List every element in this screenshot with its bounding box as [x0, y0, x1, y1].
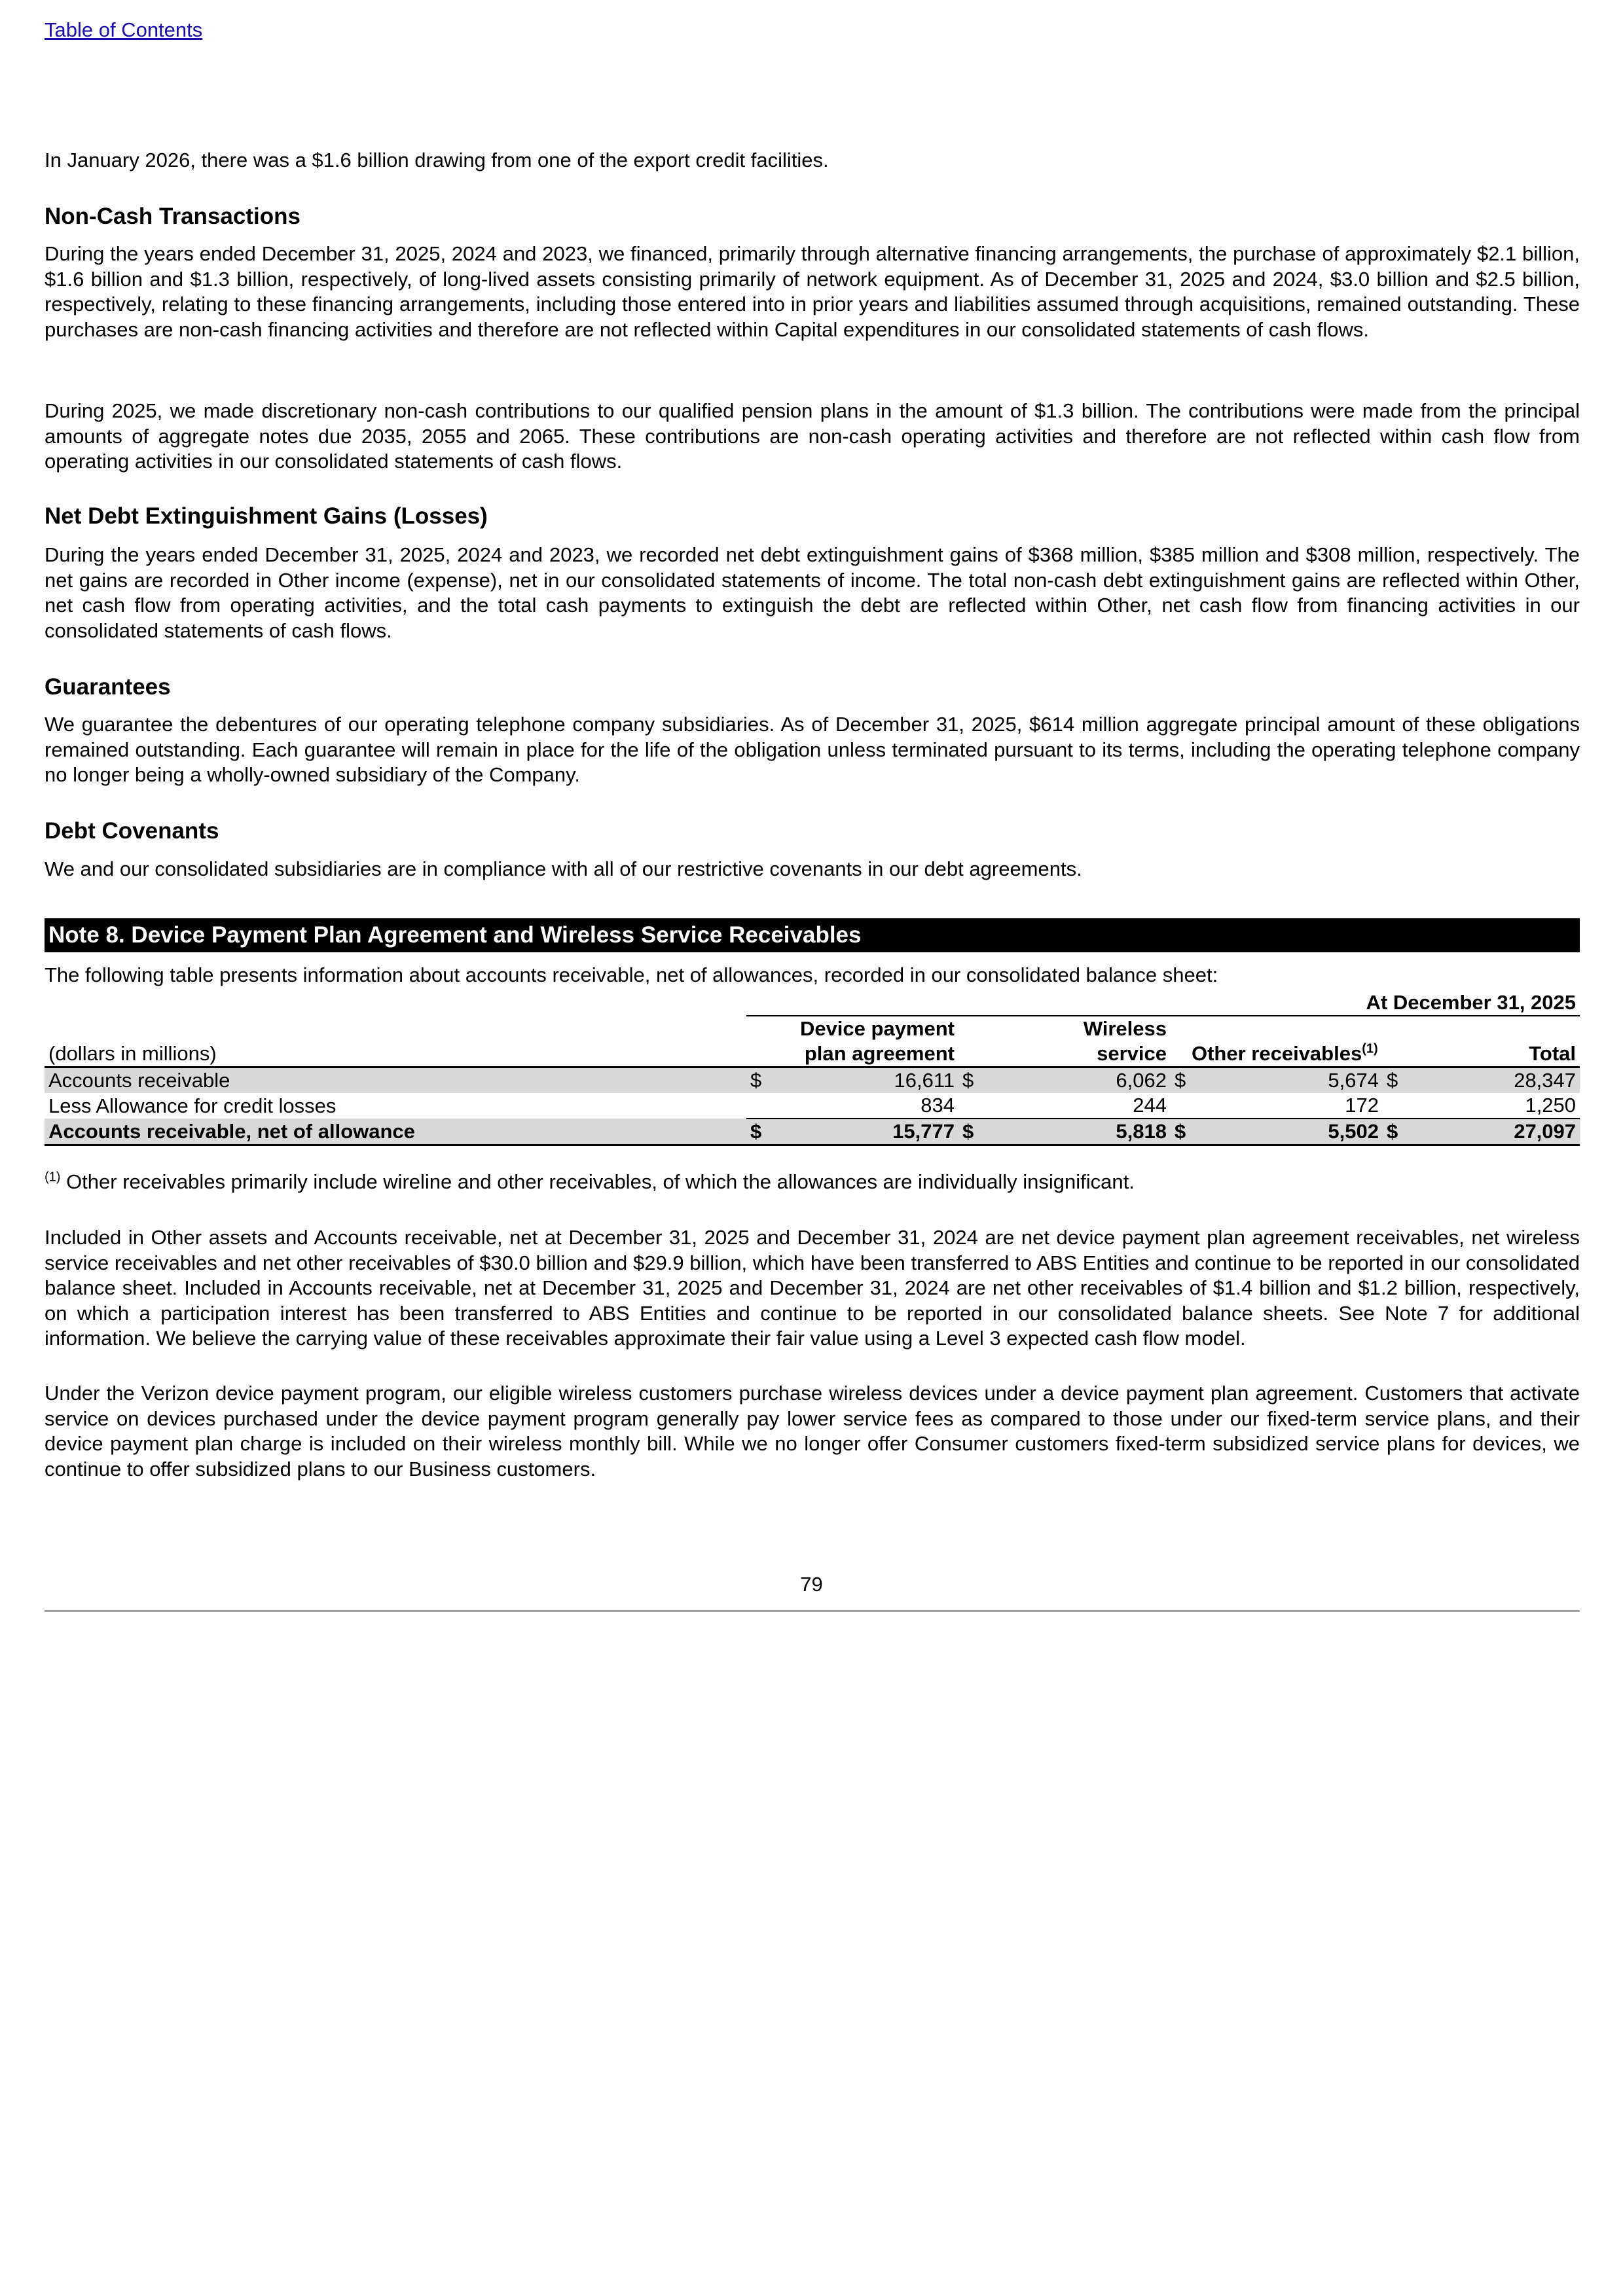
- cell-other: 5,502: [1188, 1119, 1383, 1145]
- table-header-row-2: [45, 1041, 1580, 1067]
- cell-wireless: 5,818: [976, 1119, 1171, 1145]
- cell-device: 16,611: [763, 1067, 958, 1094]
- cell-total: 28,347: [1400, 1067, 1580, 1094]
- table-row: [45, 1067, 1580, 1094]
- netdebt-heading: Net Debt Extinguishment Gains (Losses): [45, 503, 488, 529]
- units-label: (dollars in millions): [45, 1041, 746, 1067]
- col-total: Total: [1400, 1041, 1580, 1067]
- footer-divider: [45, 1610, 1580, 1612]
- cell-total: 27,097: [1400, 1119, 1580, 1145]
- col-wireless-line1: Wireless: [976, 1016, 1171, 1041]
- guarantees-heading: Guarantees: [45, 674, 171, 700]
- note8-intro: The following table presents information about accounts receivable, net of allowances, recorded in our consolidated balance sheet:: [45, 963, 1218, 986]
- col-other-label: Other receivables: [1192, 1042, 1362, 1065]
- footnote-mark: (1): [45, 1170, 61, 1185]
- guarantees-paragraph: We guarantee the debentures of our operating telephone company subsidiaries. As of December 31, 2025, $614 million aggregate principal amount of these obligations remained outstanding. Each guarantee will remain in place for the life of the obligation unless terminated pursuant to its terms, including the operating telephone company no longer being a wholly-owned subsidiary of the Company.: [45, 713, 1580, 786]
- currency-symbol: $: [746, 1067, 763, 1094]
- col-other-receivables: [1188, 1041, 1383, 1067]
- noncash-paragraph-2: During 2025, we made discretionary non-cash contributions to our qualified pension plans in the amount of $1.3 billion. The contributions were made from the principal amounts of aggregate notes due 2035, 2055 and 2065. These contributions are non-cash operating activities and therefore are not reflected within cash flow from operating activities in our consolidated statements of cash flows.: [45, 399, 1580, 473]
- currency-symbol: $: [1383, 1067, 1400, 1094]
- cell-total: 1,250: [1525, 1094, 1577, 1117]
- cell-device: 15,777: [763, 1119, 958, 1145]
- currency-symbol: $: [958, 1067, 976, 1094]
- table-row: [45, 1093, 1580, 1119]
- export-credit-paragraph: In January 2026, there was a $1.6 billion drawing from one of the export credit facilities.: [45, 149, 829, 171]
- note8-heading: Note 8. Device Payment Plan Agreement and Wireless Service Receivables: [45, 918, 1580, 952]
- col-device-line2: plan agreement: [763, 1041, 958, 1067]
- note8-paragraph-2: Under the Verizon device payment program, our eligible wireless customers purchase wireless devices under a device payment plan agreement. Customers that activate service on devices purchased under the device payment program generally pay lower service fees as compared to those under our fixed-term service plans, and their device payment plan charge is included on their wireless monthly bill. While we no longer offer Consumer customers fixed-term subsidized service plans for devices, we continue to offer subsidized plans to our Business customers.: [45, 1382, 1580, 1480]
- period-header: At December 31, 2025: [1366, 991, 1577, 1014]
- currency-symbol: $: [1171, 1119, 1188, 1145]
- table-header-row-1: [45, 1016, 1580, 1041]
- row-label: Less Allowance for credit losses: [48, 1094, 337, 1117]
- col-wireless-line2: service: [976, 1041, 1171, 1067]
- noncash-heading: Non-Cash Transactions: [45, 204, 301, 229]
- cell-other: 172: [1345, 1094, 1379, 1117]
- currency-symbol: $: [746, 1119, 763, 1145]
- col-device-line1: Device payment: [763, 1016, 958, 1041]
- covenants-heading: Debt Covenants: [45, 818, 219, 844]
- row-label: Accounts receivable: [45, 1067, 746, 1094]
- cell-wireless: 244: [1133, 1094, 1167, 1117]
- footnote-text: Other receivables primarily include wireline and other receivables, of which the allowances are individually insignificant.: [60, 1170, 1135, 1193]
- cell-other: 5,674: [1188, 1067, 1383, 1094]
- noncash-paragraph-1: During the years ended December 31, 2025, 2024 and 2023, we financed, primarily through alternative financing arrangements, the purchase of approximately $2.1 billion, $1.6 billion and $1.3 billion, respectively, of long-lived assets consisting primarily of network equipment. As of December 31, 2025 and 2024, $3.0 billion and $2.5 billion, respectively, relating to these financing arrangements, including those entered into in prior years and liabilities assumed through acquisitions, remained outstanding. These purchases are non-cash financing activities and therefore are not reflected within Capital expenditures in our consolidated statements of cash flows.: [45, 242, 1580, 341]
- receivables-table: [45, 990, 1580, 1146]
- row-label: Accounts receivable, net of allowance: [45, 1119, 746, 1145]
- table-row-total: [45, 1119, 1580, 1145]
- currency-symbol: $: [958, 1119, 976, 1145]
- table-footnote: [45, 1170, 1135, 1194]
- currency-symbol: $: [1383, 1119, 1400, 1145]
- cell-device: 834: [921, 1094, 955, 1117]
- cell-wireless: 6,062: [976, 1067, 1171, 1094]
- covenants-paragraph: We and our consolidated subsidiaries are in compliance with all of our restrictive covenants in our debt agreements.: [45, 857, 1082, 880]
- note8-paragraph-1: Included in Other assets and Accounts receivable, net at December 31, 2025 and December 31, 2024 are net device payment plan agreement receivables, net wireless service receivables and net other receivables of $30.0 billion and $29.9 billion, which have been transferred to ABS Entities and continue to be reported in our consolidated balance sheet. Included in Accounts receivable, net at December 31, 2025 and December 31, 2024 are net other receivables of $1.4 billion and $1.2 billion, respectively, on which a participation interest has been transferred to ABS Entities and continue to be reported in our consolidated balance sheets. See Note 7 for additional information. We believe the carrying value of these receivables approximate their fair value using a Level 3 expected cash flow model.: [45, 1226, 1580, 1350]
- page-number: 79: [800, 1573, 823, 1596]
- table-of-contents-link[interactable]: Table of Contents: [45, 18, 203, 41]
- table-period-row: [45, 990, 1580, 1016]
- netdebt-paragraph: During the years ended December 31, 2025, 2024 and 2023, we recorded net debt extinguishment gains of $368 million, $385 million and $308 million, respectively. The net gains are recorded in Other income (expense), net in our consolidated statements of income. The total non-cash debt extinguishment gains are reflected within Other, net cash flow from operating activities, and the total cash payments to extinguish the debt are reflected within Other, net cash flow from financing activities in our consolidated statements of cash flows.: [45, 543, 1580, 642]
- currency-symbol: $: [1171, 1067, 1188, 1094]
- col-other-footnote-mark: (1): [1362, 1041, 1378, 1056]
